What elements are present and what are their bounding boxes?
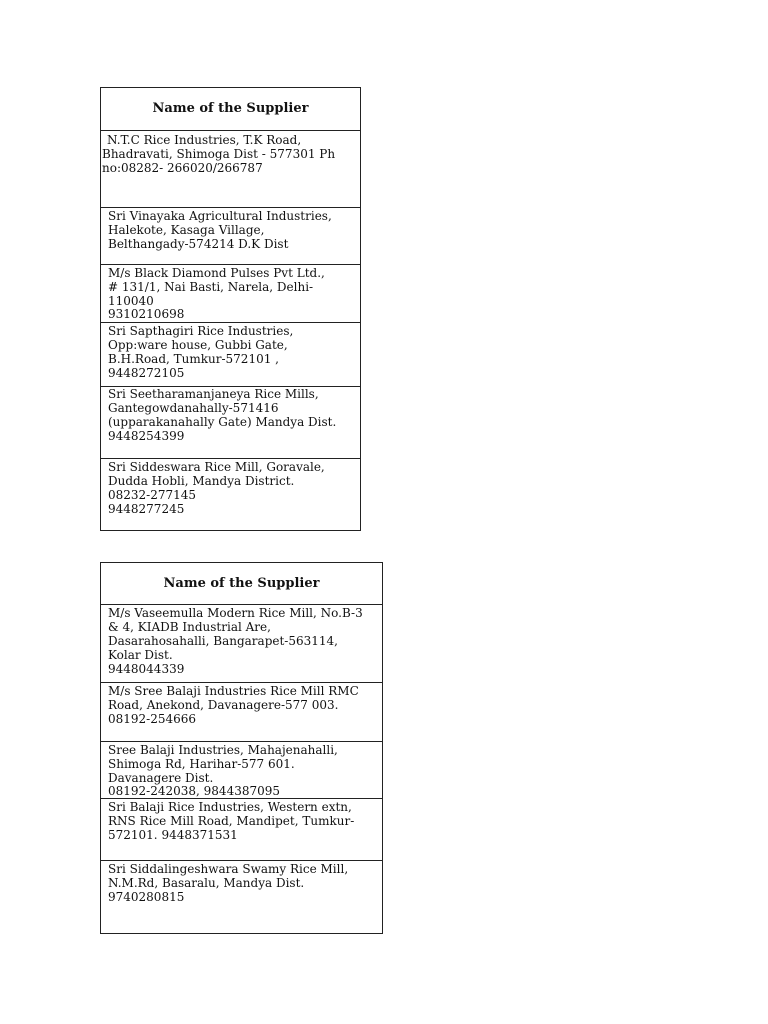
supplier-line: Sri Sapthagiri Rice Industries, — [108, 324, 294, 338]
supplier-line: M/s Vaseemulla Modern Rice Mill, No.B-3 — [108, 606, 363, 620]
supplier-line: Opp:ware house, Gubbi Gate, — [108, 338, 288, 352]
supplier-line: Sri Balaji Rice Industries, Western extn, — [108, 800, 352, 814]
table-row — [101, 322, 360, 386]
supplier-line: B.H.Road, Tumkur-572101 , — [108, 352, 279, 366]
table-row — [101, 682, 382, 741]
supplier-line: Davanagere Dist. — [108, 771, 214, 785]
supplier-line: 9310210698 — [108, 307, 185, 321]
supplier-line: Dasarahosahalli, Bangarapet-563114, — [108, 634, 338, 648]
supplier-line: Gantegowdanahally-571416 — [108, 401, 279, 415]
supplier-line: N.M.Rd, Basaralu, Mandya Dist. — [108, 876, 305, 890]
supplier-line: 9448044339 — [108, 662, 185, 676]
table-row — [101, 604, 382, 682]
supplier-table-1 — [100, 87, 361, 531]
supplier-line: Sri Siddalingeshwara Swamy Rice Mill, — [108, 862, 349, 876]
supplier-line: Dudda Hobli, Mandya District. — [108, 474, 295, 488]
supplier-line: Belthangady-574214 D.K Dist — [108, 237, 289, 251]
supplier-line: Road, Anekond, Davanagere-577 003. — [108, 698, 339, 712]
supplier-line: 08192-242038, 9844387095 — [108, 784, 281, 798]
supplier-table-2 — [100, 562, 383, 934]
supplier-line: Halekote, Kasaga Village, — [108, 223, 265, 237]
supplier-line: 08192-254666 — [108, 712, 197, 726]
supplier-line: 9740280815 — [108, 890, 185, 904]
table-row — [101, 130, 360, 207]
table-row — [101, 458, 360, 530]
supplier-line: # 131/1, Nai Basti, Narela, Delhi- — [108, 280, 314, 294]
table-row — [101, 741, 382, 798]
supplier-line: RNS Rice Mill Road, Mandipet, Tumkur- — [108, 814, 355, 828]
supplier-line: M/s Sree Balaji Industries Rice Mill RMC — [108, 684, 359, 698]
supplier-line: 9448272105 — [108, 366, 185, 380]
supplier-line: 08232-277145 — [108, 488, 197, 502]
supplier-line: 9448254399 — [108, 429, 185, 443]
supplier-line: 9448277245 — [108, 502, 185, 516]
supplier-line: & 4, KIADB Industrial Are, — [108, 620, 271, 634]
supplier-line: 110040 — [108, 294, 154, 308]
supplier-line: Bhadravati, Shimoga Dist - 577301 Ph — [102, 147, 336, 161]
supplier-line: Sri Siddeswara Rice Mill, Goravale, — [108, 460, 325, 474]
supplier-line: Kolar Dist. — [108, 648, 173, 662]
supplier-line: no:08282- 266020/266787 — [102, 161, 263, 175]
table-header: Name of the Supplier — [163, 576, 320, 591]
table-header-row — [101, 88, 360, 130]
table-header: Name of the Supplier — [152, 101, 309, 116]
table-row — [101, 798, 382, 860]
supplier-line: Sri Vinayaka Agricultural Industries, — [108, 209, 332, 223]
supplier-line: (upparakanahally Gate) Mandya Dist. — [108, 415, 337, 429]
table-row — [101, 386, 360, 458]
supplier-line: Sri Seetharamanjaneya Rice Mills, — [108, 387, 319, 401]
supplier-line: Sree Balaji Industries, Mahajenahalli, — [108, 743, 338, 757]
supplier-line: Shimoga Rd, Harihar-577 601. — [108, 757, 295, 771]
table-row — [101, 207, 360, 264]
table-row — [101, 264, 360, 322]
supplier-line: 572101. 9448371531 — [108, 828, 238, 842]
table-header-row — [101, 563, 382, 604]
table-row — [101, 860, 382, 933]
supplier-line: N.T.C Rice Industries, T.K Road, — [107, 133, 302, 147]
supplier-line: M/s Black Diamond Pulses Pvt Ltd., — [108, 266, 325, 280]
